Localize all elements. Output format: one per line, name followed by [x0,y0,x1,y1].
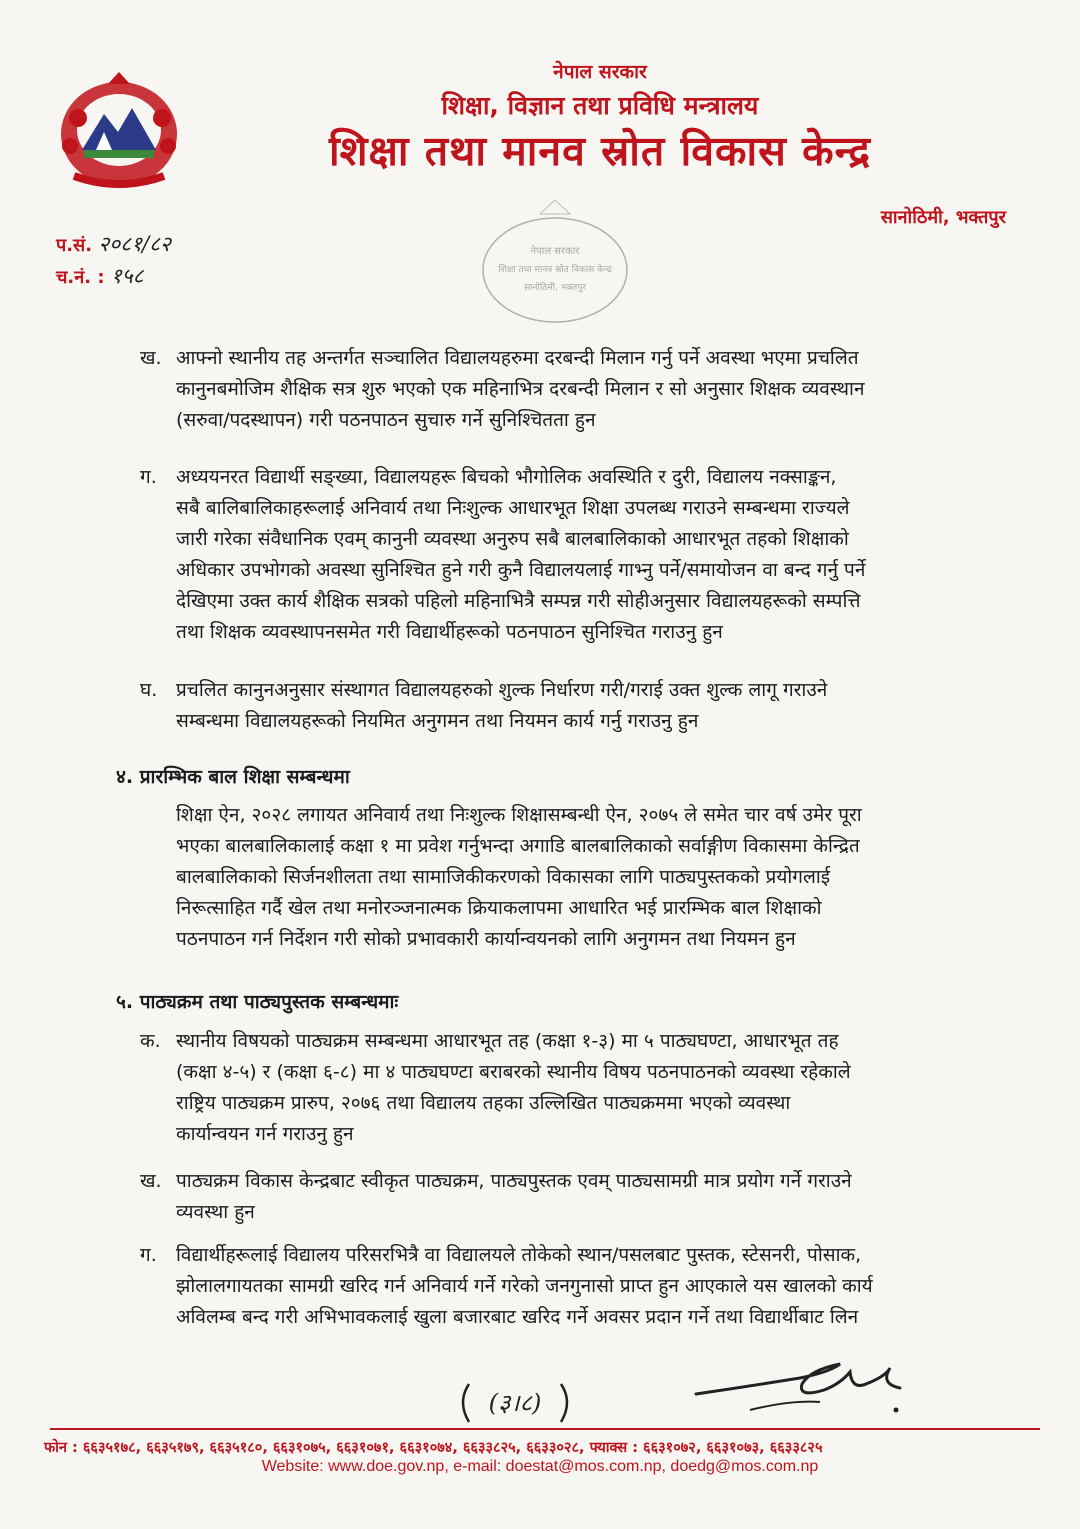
text-line: प्रचलित कानुनअनुसार संस्थागत विद्यालयहरुको शुल्क निर्धारण गरी/गराई उक्त शुल्क लागू गराउने [176,679,828,701]
dispatch-number [56,262,144,290]
item-kha-2 [176,1166,1016,1228]
text-line: राष्ट्रिय पाठ्यक्रम प्रारुप, २०७६ तथा विद्यालय तहका उल्लिखित पाठ्यक्रममा भएको व्यवस्था [176,1092,791,1114]
section-4-paragraph [176,800,1016,955]
office-name: शिक्षा तथा मानव स्रोत विकास केन्द्र [328,127,872,175]
page-number-text: (३।८) [488,1389,542,1417]
text-line: निरूत्साहित गर्दै खेल तथा मनोरञ्जनात्मक क्रियाकलापमा आधारित भई प्रारम्भिक बाल शिक्षाको [176,897,822,919]
text-line: आफ्नो स्थानीय तह अन्तर्गत सञ्चालित विद्यालयहरुमा दरबन्दी मिलान गर्नु पर्ने अवस्था भएमा प्रचलित [176,347,859,369]
text-line: अध्ययनरत विद्यार्थी सङ्ख्या, विद्यालयहरू बिचको भौगोलिक अवस्थिति र दुरी, विद्यालय नक्साङ्कन, [176,466,837,488]
signature [690,1350,920,1425]
text-line: कार्यान्वयन गर्न गराउनु हुन [176,1123,354,1145]
svg-text:सानोठिमी, भक्तपुर: सानोठिमी, भक्तपुर [524,283,586,293]
section-4-heading: ४. प्रारम्भिक बाल शिक्षा सम्बन्धमा [116,766,350,788]
item-label: ग. [140,1244,157,1266]
ref-label: प.सं. [56,235,93,256]
page-number-handwritten [455,1378,575,1426]
ministry-name: शिक्षा, विज्ञान तथा प्रविधि मन्त्रालय [441,91,759,120]
dispatch-label: च.नं. : [56,267,105,288]
item-label: ग. [140,466,157,488]
item-label: घ. [140,679,158,701]
text-line: व्यवस्था हुन [176,1201,255,1223]
dispatch-value: १५८ [110,264,144,288]
footer-website: Website: www.doe.gov.np, e-mail: doestat@mos.com.np, doedg@mos.com.np [261,1458,819,1475]
text-line: स्थानीय विषयको पाठ्यक्रम सम्बन्धमा आधारभूत तह (कक्षा १-३) मा ५ पाठ्यघण्टा, आधारभूत तह [176,1030,839,1052]
ref-value: २०८१/८२ [98,232,171,256]
text-line: पठनपाठन गर्न निर्देशन गरी सोको प्रभावकारी कार्यान्वयनको लागि अनुगमन तथा नियमन हुन [176,928,796,950]
item-ka [176,1026,1016,1150]
item-ga [176,462,1016,648]
svg-text:शिक्षा तथा मानव स्रोत विकास के: शिक्षा तथा मानव स्रोत विकास केन्द्र [498,265,612,275]
text-line: शिक्षा ऐन, २०२८ लगायत अनिवार्य तथा निःशुल्क शिक्षासम्बन्धी ऐन, २०७५ ले समेत चार वर्ष उमेर पूरा [176,804,862,826]
text-line: जारी गरेका संवैधानिक एवम् कानुनी व्यवस्था अनुरुप सबै बालबालिकाको आधारभूत तहको शिक्षाको [176,528,849,550]
text-line: सम्बन्धमा विद्यालयहरूको नियमित अनुगमन तथा नियमन कार्य गर्नु गराउनु हुन [176,710,699,732]
footer-divider [50,1428,1040,1430]
footer-phone: फोन : ६६३५१७८, ६६३५१७९, ६६३५१८०, ६६३१०७५, ६६३१०७१, ६६३१०७४, ६६३३८२५, ६६३३०२८, फ्याक्स : ६६३१०७२, ६६३१०७३, ६६३३८२५ [44,1440,823,1456]
text-line: (कक्षा ४-५) र (कक्षा ६-८) मा ४ पाठ्यघण्टा बराबरको स्थानीय विषय पठनपाठनको व्यवस्था रहेकाले [176,1061,851,1083]
text-line: भएका बालबालिकालाई कक्षा १ मा प्रवेश गर्नुभन्दा अगाडि बालबालिकाको सर्वाङ्गीण विकासमा केन्द्रित [176,835,860,857]
section-5-heading: ५. पाठ्यक्रम तथा पाठ्यपुस्तक सम्बन्धमाः [116,991,399,1013]
text-line: (सरुवा/पदस्थापन) गरी पठनपाठन सुचारु गर्ने सुनिश्चितता हुन [176,409,596,431]
nepal-emblem-icon [44,66,194,196]
text-line: कानुनबमोजिम शैक्षिक सत्र शुरु भएको एक महिनाभित्र दरबन्दी मिलान र सो अनुसार शिक्षक व्यवस्थान [176,378,865,400]
government-name: नेपाल सरकार [553,61,647,83]
text-line: अविलम्ब बन्द गरी अभिभावकलाई खुला बजारबाट खरिद गर्ने अवसर प्रदान गर्ने तथा विद्यार्थीबाट लिन [176,1306,859,1328]
text-line: तथा शिक्षक व्यवस्थापनसमेत गरी विद्यार्थीहरूको पठनपाठन सुनिश्चित गराउनु हुन [176,621,723,643]
text-line: विद्यार्थीहरूलाई विद्यालय परिसरभित्रै वा विद्यालयले तोकेको स्थान/पसलबाट पुस्तक, स्टेसनरी, पोसाक, [176,1244,862,1266]
text-line: बालबालिकाको सिर्जनशीलता तथा सामाजिकीकरणको विकासका लागि पाठ्यपुस्तकको प्रयोगलाई [176,866,831,888]
office-stamp [470,192,640,332]
text-line: पाठ्यक्रम विकास केन्द्रबाट स्वीकृत पाठ्यक्रम, पाठ्यपुस्तक एवम् पाठ्यसामग्री मात्र प्रयोग गर्ने गराउने [176,1170,852,1192]
item-label: क. [140,1030,161,1052]
item-ga-2 [176,1240,1016,1333]
text-line: सबै बालिबालिकाहरूलाई अनिवार्य तथा निःशुल्क आधारभूत शिक्षा उपलब्ध गराउने सम्बन्धमा राज्यले [176,497,850,519]
item-label: ख. [140,1170,162,1192]
item-gha [176,675,1016,737]
office-address: सानोठिमी, भक्तपुर [880,207,1006,228]
text-line: झोलालगायतका सामग्री खरिद गर्न अनिवार्य गर्ने गरेको जनगुनासो प्राप्त हुन आएकाले यस खालको कार्य [176,1275,873,1297]
text-line: देखिएमा उक्त कार्य शैक्षिक सत्रको पहिलो महिनाभित्रै सम्पन्न गरी सोहीअनुसार विद्यालयहरूको सम्पत्ति [176,590,861,612]
item-kha [176,343,1016,436]
letter-reference-number [56,230,171,258]
text-line: अधिकार उपभोगको अवस्था सुनिश्चित हुने गरी कुनै विद्यालयलाई गाभ्नु पर्ने/समायोजन वा बन्द गर्नु पर्ने [176,559,866,581]
item-label: ख. [140,347,162,369]
svg-text:नेपाल सरकार: नेपाल सरकार [530,246,580,257]
